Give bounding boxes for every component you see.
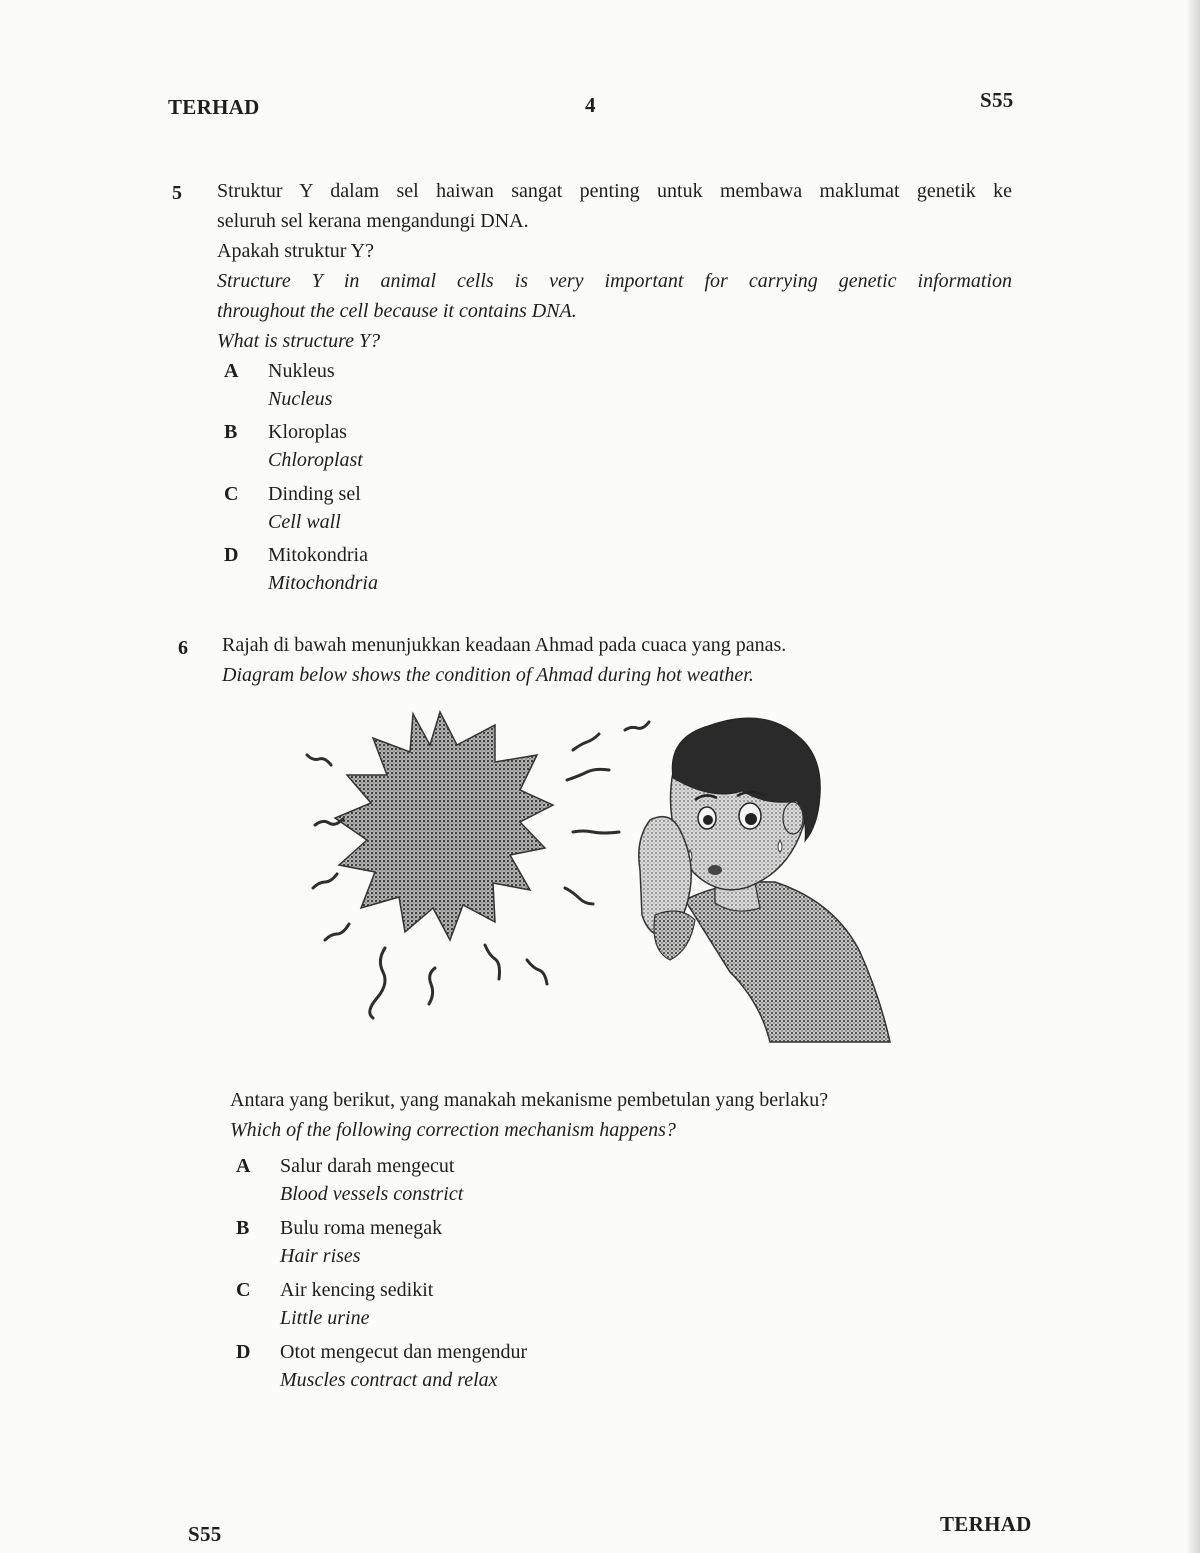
- scan-edge: [1186, 0, 1200, 1553]
- q5-option-letter: D: [224, 544, 239, 566]
- q5-option-c-en: Cell wall: [268, 511, 341, 533]
- q6-option-d-ms: Otot mengecut dan mengendur: [280, 1341, 528, 1363]
- q5-option-a-ms: Nukleus: [268, 360, 335, 382]
- q5-question-ms: Apakah struktur Y?: [217, 240, 374, 262]
- q6-option-letter: A: [236, 1155, 251, 1177]
- sun-icon: [335, 712, 553, 940]
- q6-question-en: Which of the following correction mechanism happens?: [230, 1119, 676, 1141]
- q6-option-d-en: Muscles contract and relax: [280, 1369, 498, 1391]
- q6-option-a-ms: Salur darah mengecut: [280, 1155, 455, 1177]
- q5-option-letter: C: [224, 483, 239, 505]
- header-terhad: TERHAD: [168, 95, 260, 119]
- q6-intro-en: Diagram below shows the condition of Ahmad during hot weather.: [222, 664, 754, 686]
- q6-option-c-en: Little urine: [280, 1307, 370, 1329]
- q5-stem-en-line1: Structure Y in animal cells is very important for carrying genetic information: [217, 270, 1012, 292]
- q6-number: 6: [178, 637, 188, 659]
- q5-stem-en-line2: throughout the cell because it contains DNA.: [217, 300, 577, 322]
- ahmad-figure: [639, 718, 890, 1042]
- q5-stem-ms-line2: seluruh sel kerana mengandungi DNA.: [217, 210, 529, 232]
- q5-stem: [217, 176, 1012, 356]
- q6-intro-ms: Rajah di bawah menunjukkan keadaan Ahmad pada cuaca yang panas.: [222, 634, 787, 656]
- q5-option-c-ms: Dinding sel: [268, 483, 361, 505]
- q5-option-d-en: Mitochondria: [268, 572, 378, 594]
- footer-terhad: TERHAD: [940, 1512, 1032, 1536]
- q6-question-ms: Antara yang berikut, yang manakah mekanisme pembetulan yang berlaku?: [230, 1089, 829, 1111]
- q5-option-a-en: Nucleus: [268, 388, 333, 410]
- q5-stem-ms-line1: Struktur Y dalam sel haiwan sangat penting untuk membawa maklumat genetik ke: [217, 180, 1012, 202]
- q6-option-letter: C: [236, 1279, 251, 1301]
- footer-code: S55: [188, 1522, 222, 1546]
- q6-option-letter: D: [236, 1341, 251, 1363]
- q5-option-letter: B: [224, 421, 238, 443]
- page-number: 4: [585, 93, 596, 117]
- hot-weather-diagram: [295, 700, 905, 1050]
- q6-question: [230, 1085, 1030, 1145]
- q5-question-en: What is structure Y?: [217, 330, 381, 352]
- q6-option-b-en: Hair rises: [280, 1245, 361, 1267]
- q6-intro: [222, 630, 1022, 690]
- q6-option-a-en: Blood vessels constrict: [280, 1183, 464, 1205]
- q6-option-letter: B: [236, 1217, 250, 1239]
- q5-option-d-ms: Mitokondria: [268, 544, 368, 566]
- q5-option-letter: A: [224, 360, 239, 382]
- q6-option-b-ms: Bulu roma menegak: [280, 1217, 443, 1239]
- q6-option-c-ms: Air kencing sedikit: [280, 1279, 434, 1301]
- header-code: S55: [980, 88, 1014, 112]
- q5-option-b-en: Chloroplast: [268, 449, 363, 471]
- q5-number: 5: [172, 182, 182, 204]
- q5-option-b-ms: Kloroplas: [268, 421, 347, 443]
